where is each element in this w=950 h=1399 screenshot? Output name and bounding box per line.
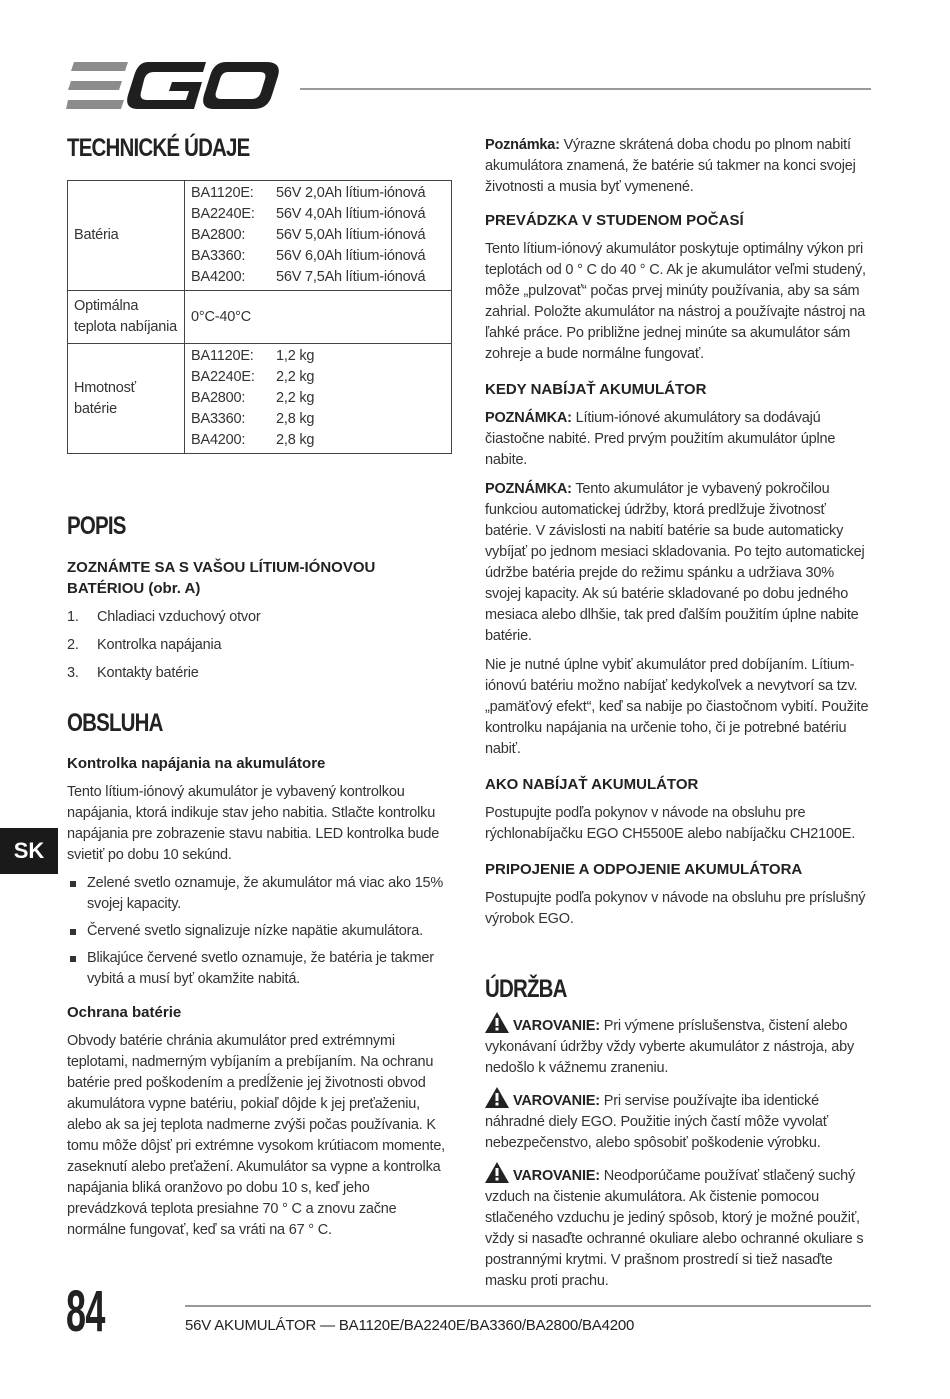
popis-title: POPIS <box>67 512 126 540</box>
language-tab: SK <box>0 828 58 874</box>
note-text: Lítium-iónové akumulátory sa dodávajú čiastočne nabité. Pred prvým použitím akumulátor úplne nabite. <box>485 410 836 468</box>
value: 56V 6,0Ah lítium-iónová <box>276 248 426 264</box>
udrzba-title: ÚDRŽBA <box>485 975 567 1003</box>
bullet-text: Zelené svetlo oznamuje, že akumulátor má viac ako 15% svojej kapacity. <box>87 875 444 912</box>
kontrolka-text: Tento lítium-iónový akumulátor je vybavený kontrolkou napájania, ktorá indikuje stav jeho nabitia. Stlačte kontrolku napájania pre zobrazenie stavu nabitia. LED kontrolka bude svietiť po dobu 10 sekúnd. <box>67 784 440 863</box>
item-number: 1. <box>67 609 79 625</box>
model: BA2800: <box>191 390 246 406</box>
value: 2,8 kg <box>276 432 315 448</box>
model: BA1120E: <box>191 185 254 201</box>
footer-title: 56V AKUMULÁTOR — BA1120E/BA2240E/BA3360/BA2800/BA4200 <box>185 1317 635 1334</box>
warning-text: Pri výmene príslušenstva, čistení alebo vykonávaní údržby vždy vyberte akumulátor z nástroja, aby nedošlo k vážnemu zraneniu. <box>485 1018 855 1076</box>
ochrana-heading: Ochrana batérie <box>67 1004 182 1021</box>
note-label: POZNÁMKA: <box>485 410 572 426</box>
spec-value: 0°C-40°C <box>185 291 452 344</box>
item-text: Kontakty batérie <box>97 665 199 681</box>
warning-icon <box>485 1087 509 1108</box>
spec-label: Hmotnosť batérie <box>68 344 185 454</box>
note-label: Poznámka: <box>485 137 560 153</box>
warning-icon <box>485 1162 509 1183</box>
how-text: Postupujte podľa pokynov v návode na obsluhu pre rýchlonabíjačku EGO CH5500E alebo nabíjačku CH2100E. <box>485 805 856 842</box>
page-number: 84 <box>66 1279 105 1344</box>
spec-row-temperature <box>68 291 452 344</box>
obsluha-title: OBSLUHA <box>67 709 163 737</box>
warning-label: VAROVANIE: <box>513 1018 600 1034</box>
item-number: 2. <box>67 637 79 653</box>
bullet-text: Červené svetlo signalizuje nízke napätie akumulátora. <box>87 923 423 939</box>
bullet-icon <box>70 881 76 887</box>
warning-label: VAROVANIE: <box>513 1168 600 1184</box>
note-text: Výrazne skrátená doba chodu po plnom nabití akumulátora znamená, že batérie sú takmer na konci svojej životnosti a musia byť vymenené. <box>485 137 856 195</box>
warning-text: Pri servise používajte iba identické náhradné diely EGO. Použitie iných častí môže vyvolať nebezpečenstvo, alebo spôsobiť poškodenie výrobku. <box>485 1093 829 1151</box>
value: 56V 4,0Ah lítium-iónová <box>276 206 426 222</box>
model: BA2240E: <box>191 206 255 222</box>
value: 56V 7,5Ah lítium-iónová <box>276 269 426 285</box>
model: BA1120E: <box>191 348 254 364</box>
model: BA3360: <box>191 248 246 264</box>
spec-row-battery <box>68 181 452 291</box>
list-item <box>67 607 452 628</box>
kontrolka-heading: Kontrolka napájania na akumulátore <box>67 755 326 772</box>
note-runtime <box>485 135 871 198</box>
warning-2 <box>485 1087 871 1154</box>
spec-values <box>185 344 452 454</box>
when-heading: KEDY NABÍJAŤ AKUMULÁTOR <box>485 381 707 398</box>
list-item <box>67 948 452 990</box>
when-text: Nie je nutné úplne vybiť akumulátor pred dobíjaním. Lítium-iónovú batériu možno nabíjať kedykoľvek a nevytvorí sa tzv. „pamäťový efekt“, keď sa nabije po čiastočnom vybití. Použite kontrolku napájania na určenie toho, či je potrebné batériu nabiť. <box>485 657 869 757</box>
kontrolka-bullets <box>67 873 452 990</box>
spec-values <box>185 181 452 291</box>
model: BA2240E: <box>191 369 255 385</box>
value: 56V 2,0Ah lítium-iónová <box>276 185 426 201</box>
note-text: Tento akumulátor je vybavený pokročilou funkciou automatickej údržby, ktorá predlžuje životnosť batérie. V závislosti na nabití batérie sa bude automaticky vybíjať po jednom mesiaci skladovania. Po tejto automatickej údržbe batéria prejde do režimu spánku a udržiava 30% svojej kapacity. Ak sú batérie skladované po dobu jedného mesiaca alebo dlhšie, tak pred ďalším použitím úplne nabite batérie. <box>485 481 865 644</box>
spec-label: Optimálna teplota nabíjania <box>68 291 185 344</box>
list-item <box>67 921 452 942</box>
bullet-text: Blikajúce červené svetlo oznamuje, že batéria je takmer vybitá a musí byť okamžite nabitá. <box>87 950 434 987</box>
spec-table <box>67 180 452 454</box>
connect-text: Postupujte podľa pokynov v návode na obsluhu pre príslušný výrobok EGO. <box>485 890 866 927</box>
value: 2,2 kg <box>276 369 315 385</box>
footer-rule <box>185 1305 871 1307</box>
connect-heading: PRIPOJENIE A ODPOJENIE AKUMULÁTORA <box>485 861 803 878</box>
model: BA2800: <box>191 227 246 243</box>
list-item <box>67 635 452 656</box>
value: 1,2 kg <box>276 348 315 364</box>
how-heading: AKO NABÍJAŤ AKUMULÁTOR <box>485 776 699 793</box>
header-rule <box>300 88 871 90</box>
model: BA4200: <box>191 432 246 448</box>
spec-row-weight <box>68 344 452 454</box>
warning-3 <box>485 1162 871 1292</box>
when-note-1 <box>485 408 871 471</box>
model: BA4200: <box>191 269 246 285</box>
value: 2,2 kg <box>276 390 315 406</box>
popis-list <box>67 607 452 684</box>
bullet-icon <box>70 929 76 935</box>
cold-heading: PREVÁDZKA V STUDENOM POČASÍ <box>485 212 744 229</box>
cold-text: Tento lítium-iónový akumulátor poskytuje optimálny výkon pri teplotách od 0 ° C do 40 ° C. Ak je akumulátor veľmi studený, môže „pulzovať“ počas prvej minúty používania, aby sa sám zahrial. Položte akumulátor na nástroj a používajte nástroj na ľahké práce. Po približne jednej minúte sa akumulátor sám zohreje a bude normálne fungovať. <box>485 241 866 362</box>
list-item <box>67 663 452 684</box>
note-label: POZNÁMKA: <box>485 481 572 497</box>
model: BA3360: <box>191 411 246 427</box>
value: 56V 5,0Ah lítium-iónová <box>276 227 426 243</box>
item-text: Kontrolka napájania <box>97 637 222 653</box>
when-note-2 <box>485 479 871 647</box>
item-text: Chladiaci vzduchový otvor <box>97 609 261 625</box>
ochrana-text: Obvody batérie chránia akumulátor pred extrémnymi teplotami, nadmerným vybíjaním a prebíjaním. Na ochranu batérie pred poškodením a predĺženie jej životnosti obvod akumulátora vypne batériu, pokiaľ dôjde k jej preťaženiu, alebo ak sa jej teplota nadmerne zvýši počas používania. K tomu môže dôjsť pri extrémne vysokom krútiacom momente, zaseknutí alebo preťažení. Akumulátor sa vypne a kontrolka napájania bliká oranžovo po dobu 10 s, keď jeho prevádzková teplota presiahne 70 ° C a znovu začne normálne fungovať, keď sa vráti na 67 ° C. <box>67 1033 446 1238</box>
warning-text: Neodporúčame používať stlačený suchý vzduch na čistenie akumulátora. Ak čistenie pomocou stlačeného vzduchu je jediný spôsob, ktorý je možné použiť, vždy si nasaďte ochranné okuliare alebo ochranné okuliare s postrannými krytmi. V prašnom prostredí si tiež nasaďte masku proti prachu. <box>485 1168 864 1289</box>
warning-1 <box>485 1012 871 1079</box>
warning-icon <box>485 1012 509 1033</box>
bullet-icon <box>70 956 76 962</box>
tech-data-title: TECHNICKÉ ÚDAJE <box>67 134 250 162</box>
popis-subtitle: ZOZNÁMTE SA S VAŠOU LÍTIUM-IÓNOVOU BATÉRIOU (obr. A) <box>67 559 376 597</box>
spec-label: Batéria <box>68 181 185 291</box>
warning-label: VAROVANIE: <box>513 1093 600 1109</box>
ego-logo <box>66 62 280 110</box>
list-item <box>67 873 452 915</box>
value: 2,8 kg <box>276 411 315 427</box>
item-number: 3. <box>67 665 79 681</box>
